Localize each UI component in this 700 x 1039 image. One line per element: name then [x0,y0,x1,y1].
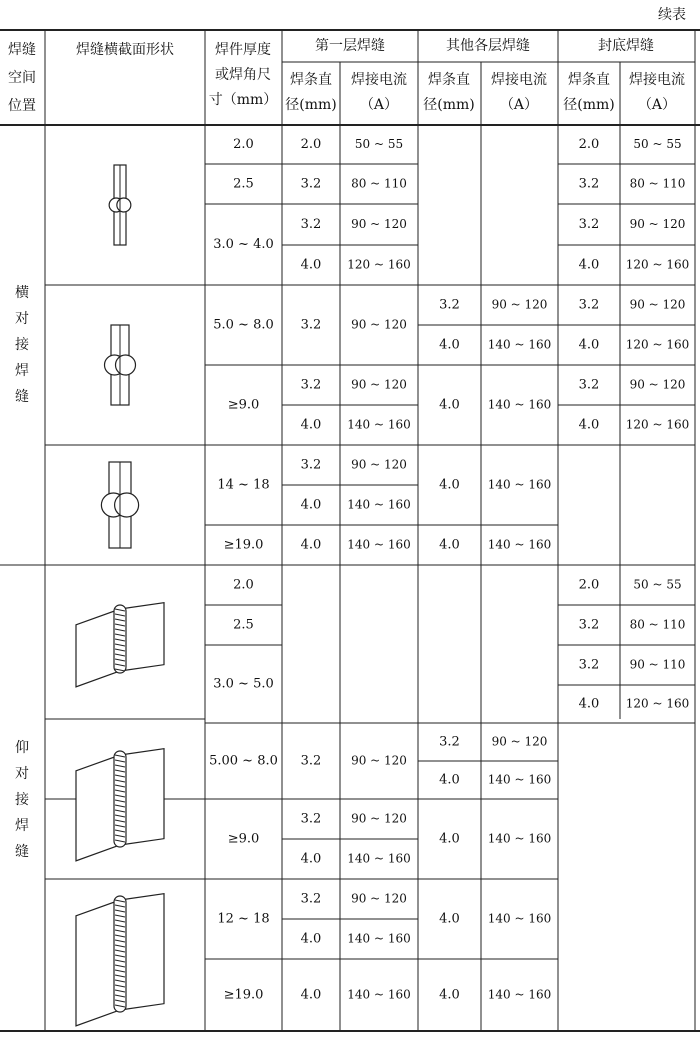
group-label-char: 对 [15,311,29,327]
header-electrode-diameter: 径(mm) [563,97,615,113]
cell-welding-current: 140 ~ 160 [347,417,411,432]
overhead-plate-thin-icon [76,603,164,687]
header-welding-current: （A） [499,97,539,113]
cell-electrode-diameter: 3.2 [300,217,322,232]
cell-electrode-diameter: 2.0 [578,137,600,152]
header-first-layer: 第一层焊缝 [315,38,385,54]
cell-welding-current: 140 ~ 160 [487,477,552,492]
cell-electrode-diameter: 4.0 [439,772,460,788]
header-electrode-diameter: 径(mm) [423,97,475,113]
header-shape: 焊缝横截面形状 [76,42,174,58]
cell-welding-current: 120 ~ 160 [625,696,690,711]
cell-welding-current: 140 ~ 160 [487,831,552,846]
cell-welding-current: 140 ~ 160 [487,397,552,412]
cell-welding-current: 90 ~ 120 [491,734,548,749]
cell-welding-current: 140 ~ 160 [347,931,411,946]
cell-electrode-diameter: 4.0 [439,911,460,927]
cell-welding-current: 90 ~ 120 [351,217,407,231]
cell-thickness: 2.0 [233,577,254,593]
cell-welding-current: 90 ~ 120 [491,297,548,312]
cell-welding-current: 140 ~ 160 [347,851,411,866]
group-label-char: 焊 [15,363,29,379]
cell-welding-current: 80 ~ 110 [629,176,686,191]
cell-thickness: 14 ~ 18 [217,477,270,493]
cell-electrode-diameter: 2.0 [578,577,600,593]
cell-electrode-diameter: 2.0 [300,137,322,152]
cell-welding-current: 50 ~ 55 [354,137,404,151]
overhead-plate-medium-icon [76,749,164,861]
header-electrode-diameter: 焊条直 [290,72,332,88]
cell-welding-current: 80 ~ 110 [351,176,407,191]
cell-electrode-diameter: 4.0 [439,477,460,493]
cell-electrode-diameter: 3.2 [578,657,600,673]
cell-electrode-diameter: 4.0 [578,696,600,712]
cell-thickness: 2.0 [233,137,254,152]
continued-label: 续表 [658,7,686,23]
cell-welding-current: 140 ~ 160 [487,337,552,352]
header-position: 空间 [8,70,36,86]
cell-electrode-diameter: 4.0 [300,417,322,433]
cell-electrode-diameter: 4.0 [439,537,460,553]
cell-welding-current: 50 ~ 55 [633,577,682,592]
cell-welding-current: 120 ~ 160 [625,417,690,432]
cell-electrode-diameter: 3.2 [300,753,322,769]
header-position: 焊缝 [8,42,36,58]
header-thickness: 焊件厚度 [215,42,271,58]
header-electrode-diameter: 焊条直 [568,72,610,88]
group-label-char: 仰 [15,740,29,756]
header-welding-current: 焊接电流 [491,72,547,88]
cell-electrode-diameter: 3.2 [300,891,322,907]
cell-thickness: 2.5 [233,176,254,192]
cell-electrode-diameter: 3.2 [578,297,600,313]
cell-thickness: ≥9.0 [227,831,260,847]
table-body [209,137,689,1003]
cell-electrode-diameter: 4.0 [300,851,322,867]
cell-welding-current: 120 ~ 160 [625,337,690,352]
cell-electrode-diameter: 4.0 [439,987,460,1003]
header-welding-current: （A） [637,97,677,113]
cell-thickness: 5.00 ~ 8.0 [209,753,278,769]
cell-electrode-diameter: 3.2 [578,617,600,633]
cell-welding-current: 140 ~ 160 [347,987,411,1002]
cell-electrode-diameter: 3.2 [300,176,322,192]
cell-welding-current: 90 ~ 120 [351,811,407,826]
header-sealing: 封底焊缝 [598,38,654,54]
cell-welding-current: 80 ~ 110 [629,617,686,632]
cell-electrode-diameter: 4.0 [578,257,600,273]
cell-electrode-diameter: 3.2 [578,377,600,393]
cell-welding-current: 90 ~ 120 [629,297,686,312]
cell-electrode-diameter: 3.2 [300,811,322,827]
cell-thickness: ≥9.0 [227,397,260,413]
header-welding-current: 焊接电流 [629,72,685,88]
group-label-char: 对 [15,766,29,782]
cell-welding-current: 140 ~ 160 [487,987,552,1002]
cell-electrode-diameter: 4.0 [578,417,600,433]
header-thickness: 或焊角尺 [215,67,271,83]
cell-electrode-diameter: 3.2 [578,217,600,232]
cell-electrode-diameter: 4.0 [439,397,460,413]
table-header [8,37,685,860]
cell-electrode-diameter: 3.2 [578,176,600,192]
cell-welding-current: 120 ~ 160 [347,257,411,272]
cell-welding-current: 90 ~ 120 [351,457,407,472]
group-label-char: 焊 [15,818,29,834]
group-label-char: 缝 [15,389,29,405]
cell-welding-current: 90 ~ 120 [629,377,686,392]
header-electrode-diameter: 焊条直 [428,72,470,88]
cell-electrode-diameter: 4.0 [300,497,322,513]
overhead-plate-thick-icon [76,894,164,1026]
group-label-char: 接 [15,792,29,808]
cell-electrode-diameter: 3.2 [439,734,460,750]
cell-welding-current: 50 ~ 55 [633,137,682,151]
group-label-char: 横 [15,285,29,301]
cell-electrode-diameter: 3.2 [300,457,322,473]
cell-welding-current: 140 ~ 160 [487,772,552,787]
cell-electrode-diameter: 3.2 [300,317,322,333]
cell-welding-current: 140 ~ 160 [487,537,552,552]
cell-welding-current: 90 ~ 120 [351,377,407,392]
cell-thickness: 2.5 [233,617,254,633]
header-thickness: 寸（mm） [208,92,278,108]
cell-welding-current: 90 ~ 120 [351,753,407,768]
cell-electrode-diameter: 4.0 [439,337,460,353]
butt-weld-thin-icon [109,165,131,245]
cell-welding-current: 140 ~ 160 [347,497,411,512]
cell-electrode-diameter: 4.0 [300,257,322,273]
header-position: 位置 [8,98,36,114]
cell-electrode-diameter: 4.0 [300,987,322,1003]
cell-welding-current: 90 ~ 120 [351,891,407,906]
cell-welding-current: 140 ~ 160 [347,537,411,552]
cell-thickness: 5.0 ~ 8.0 [213,317,274,333]
cell-electrode-diameter: 4.0 [300,537,322,553]
cell-thickness: ≥19.0 [223,537,264,553]
butt-weld-thick-icon [101,462,138,548]
cell-thickness: 3.0 ~ 4.0 [213,237,274,252]
header-electrode-diameter: 径(mm) [285,97,337,113]
header-welding-current: （A） [359,97,399,113]
cell-welding-current: 90 ~ 120 [629,217,686,231]
butt-weld-double-bead-icon [105,325,136,405]
group-label-char: 缝 [15,844,29,860]
cell-welding-current: 90 ~ 110 [629,657,686,672]
cell-thickness: 12 ~ 18 [217,911,270,927]
cell-electrode-diameter: 4.0 [300,931,322,947]
header-welding-current: 焊接电流 [351,72,407,88]
cell-thickness: 3.0 ~ 5.0 [213,676,274,692]
cell-electrode-diameter: 4.0 [578,337,600,353]
cell-welding-current: 90 ~ 120 [351,317,407,332]
cell-welding-current: 140 ~ 160 [487,911,552,926]
shape-figures [76,165,164,1026]
cell-electrode-diameter: 3.2 [300,377,322,393]
cell-electrode-diameter: 4.0 [439,831,460,847]
cell-thickness: ≥19.0 [223,987,264,1003]
group-label-char: 接 [15,337,29,353]
cell-electrode-diameter: 3.2 [439,297,460,313]
header-other-layers: 其他各层焊缝 [446,38,530,54]
cell-welding-current: 120 ~ 160 [625,257,690,272]
